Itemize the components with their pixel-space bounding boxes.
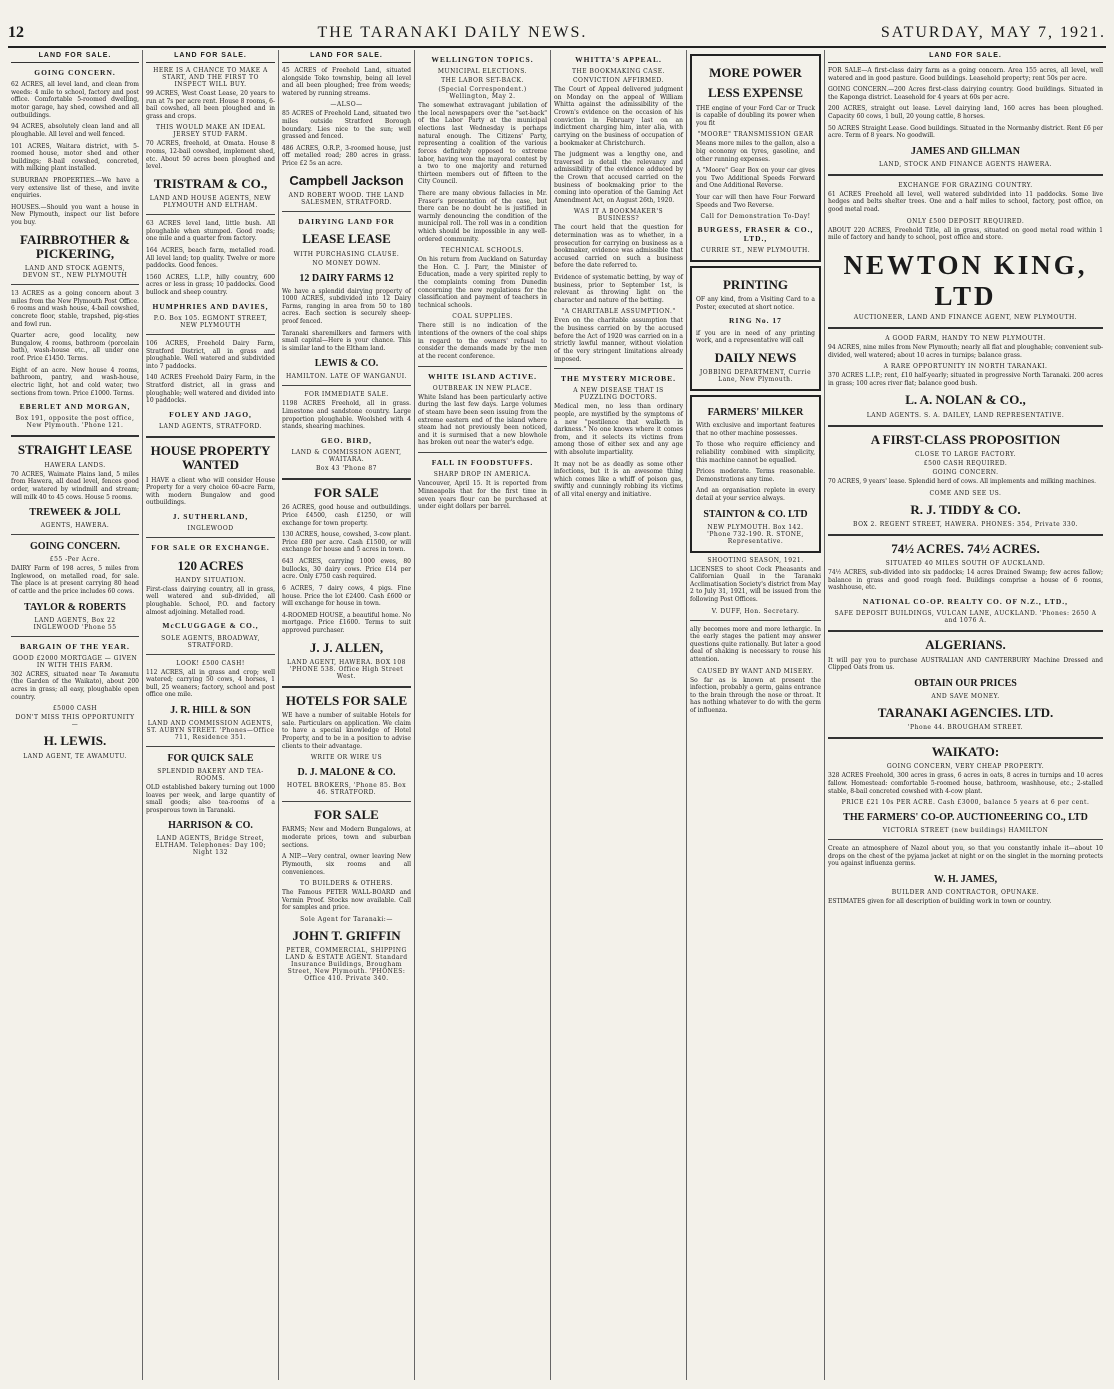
subheading: GOING CONCERN, VERY CHEAP PROPERTY. bbox=[886, 763, 1045, 771]
firm-address: P.O. Box 105. EGMONT STREET, NEW PLYMOUTH bbox=[153, 314, 268, 329]
heading-bargain: BARGAIN OF THE YEAR. bbox=[20, 641, 130, 651]
article-paragraph: ally becomes more and more lethargic. In the early stages the patient may answer questions quite rationally. But later a good deal of shaking is necessary to rouse his attention. bbox=[690, 625, 821, 664]
firm-address: BOX 2. REGENT STREET, HAWERA. PHONES: 354, Private 330. bbox=[853, 520, 1078, 528]
ad-text: With exclusive and important features that no other machine possesses. bbox=[696, 422, 815, 437]
ad-text: Create an atmosphere of Nazol about you, so that you constantly inhale it—about 10 drops on the chest of the pyjama jacket at night or on the singlet in the morning protects you against influenza germs. bbox=[828, 845, 1103, 868]
column-header: LAND FOR SALE. bbox=[11, 50, 139, 63]
ad-text: if you are in need of any printing work, and a representative will call bbox=[696, 329, 815, 345]
divider bbox=[554, 368, 683, 369]
ad-text: 1560 ACRES, L.I.P., hilly country, 600 acres or less in grass; 10 paddocks. Good bullock and sheep country. bbox=[146, 273, 275, 297]
columns bbox=[8, 50, 1106, 1380]
ad-text: 85 ACRES of Freehold Land, situated two miles outside Stratford Borough boundary. Lies nice to the sun; well grassed and fenced. bbox=[282, 110, 411, 141]
ad-text: Means more miles to the gallon, also a big economy on tyres, gasoline, and other running expenses. bbox=[696, 140, 815, 163]
divider bbox=[828, 425, 1103, 427]
ad-text: A NIP.—Very central, owner leaving New Plymouth, six rooms and all conveniences. bbox=[282, 853, 411, 876]
divider bbox=[828, 174, 1103, 176]
ad-text: 486 ACRES, O.R.P., 3-roomed house, just off metalled road; 280 acres in grass. Price £2 5s an acre. bbox=[282, 144, 411, 168]
firm-address: LAND AGENTS, Box 22 INGLEWOOD 'Phone 55 bbox=[33, 616, 117, 631]
heading-dairying: DAIRYING LAND FOR bbox=[298, 217, 395, 226]
column-6 bbox=[687, 50, 825, 1380]
ad-headline: PRINTING bbox=[722, 276, 788, 292]
heading-for-sale: FOR SALE bbox=[314, 807, 379, 823]
subheading: A GOOD FARM, HANDY TO NEW PLYMOUTH. bbox=[885, 334, 1046, 342]
divider bbox=[690, 620, 821, 621]
moore-gear-ad bbox=[690, 54, 821, 262]
divider bbox=[146, 654, 275, 655]
firm-name: L. A. NOLAN & CO., bbox=[905, 392, 1026, 408]
ad-text: 26 ACRES, good house and outbuildings. Price £4500, cash £1250, or will exchange for town property. bbox=[282, 504, 411, 527]
subheading: SITUATED 40 MILES SOUTH OF AUCKLAND. bbox=[885, 560, 1046, 568]
divider bbox=[146, 334, 275, 335]
divider bbox=[282, 801, 411, 802]
subheading: £500 CASH REQUIRED. bbox=[923, 459, 1008, 467]
article-paragraph: Even on the charitable assumption that the business carried on by the accused before the Act of 1920 was carried on in a strictly lawful manner, without violation of the very stringent limitations already imposed. bbox=[554, 317, 683, 363]
heading-house-wanted: HOUSE PROPERTY WANTED bbox=[150, 443, 271, 473]
ad-text: Your car will then have Four Forward Speeds and Two Reverse. bbox=[696, 194, 815, 209]
article-paragraph: The somewhat extravagant jubilation of the local newspapers over the "set-back" of the Labor Party at the municipal elections last Wednesday is perhaps natural enough. The Citizens' Party, representing a coalition of the various forces definitely opposed to extreme labor, having won the mayoral contest by a two to one majority and returned thirteen members out of fifteen to the City Council. bbox=[418, 102, 547, 186]
subheading: SPLENDID BAKERY AND TEA-ROOMS. bbox=[157, 767, 264, 782]
firm-name: HUMPHRIES AND DAVIES, bbox=[152, 301, 269, 311]
ad-text: 370 ACRES L.I.P.; rent, £10 half-yearly; situated in progressive North Taranaki. 200 acres in grass; 100 acres river flat; balance good bush. bbox=[828, 372, 1103, 387]
firm-name: H. LEWIS. bbox=[43, 733, 107, 749]
subheading: AND SAVE MONEY. bbox=[931, 692, 1000, 700]
article-headline: WHITE ISLAND ACTIVE. bbox=[428, 371, 537, 381]
firm-name: Campbell Jackson bbox=[289, 172, 404, 188]
ad-headline: OBTAIN OUR PRICES bbox=[914, 677, 1017, 689]
firm-address: NEW PLYMOUTH. Box 142. 'Phone 732-190. R. STONE, Representative. bbox=[707, 523, 804, 545]
heading-quick-sale: FOR QUICK SALE bbox=[167, 752, 254, 764]
divider bbox=[282, 686, 411, 688]
article-subheading: MUNICIPAL ELECTIONS. bbox=[437, 68, 528, 76]
issue-date: SATURDAY, MAY 7, 1921. bbox=[880, 24, 1106, 41]
subheading: £5000 CASH bbox=[52, 705, 98, 713]
firm-address: LAND AND COMMISSION AGENTS, ST. AUBYN STREET. 'Phones—Office 711, Residence 351. bbox=[146, 719, 275, 741]
ad-text: WE have a number of suitable Hotels for sale. Particulars on application. We claim to have a special knowledge of Hotel Property, and to be in a position to advise clients to their advantage. bbox=[282, 712, 411, 750]
milker-ad bbox=[690, 395, 821, 552]
masthead bbox=[8, 22, 1106, 44]
column-4 bbox=[415, 50, 551, 1380]
ad-text: 140 ACRES Freehold Dairy Farm, in the Stratford district, all in grass and ploughable; well watered and divided into 10 paddocks. bbox=[146, 374, 275, 405]
firm-name: NATIONAL CO-OP. REALTY CO. OF N.Z., LTD., bbox=[862, 596, 1069, 606]
article-paragraph: The judgment was a lengthy one, and traversed in detail the relevancy and admissibility of the evidence adduced by the Crown that accused carried on the business of bookmaking prior to the coming into operation of the Gaming Act Amendment Act, on August 26th, 1920. bbox=[554, 151, 683, 204]
article-subheading: SHARP DROP IN AMERICA. bbox=[433, 471, 532, 479]
subheading: GOOD £2000 MORTGAGE — GIVEN IN WITH THIS FARM. bbox=[12, 654, 138, 669]
subheading: LOOK! £500 CASH! bbox=[176, 659, 245, 667]
ad-text: 112 ACRES, all in grass and crop; well watered; carrying 50 cows, 4 horses, 1 bull, 25 weaners; factory, school and post office one mile. bbox=[146, 668, 275, 699]
column-3 bbox=[279, 50, 415, 1380]
heading-algerians: ALGERIANS. bbox=[925, 637, 1006, 653]
ad-text: FOR SALE—A first-class dairy farm as a going concern. Area 155 acres, all level, well watered and in good pasture. Good buildings. Leasehold property; rent 50s per acre. bbox=[828, 67, 1103, 82]
divider bbox=[282, 478, 411, 480]
article-subheading: THE LABOR SET-BACK. bbox=[441, 77, 524, 85]
firm-address: LAND AGENTS, Bridge Street, ELTHAM. Telephones: Day 100; Night 132 bbox=[155, 835, 266, 857]
ad-text: 4-ROOMED HOUSE, a beautiful home. No mortgage. Price £1600. Terms to suit approved purchaser. bbox=[282, 611, 411, 634]
heading-acres: 74½ ACRES. 74½ ACRES. bbox=[891, 540, 1040, 556]
subheading: HANDY SITUATION. bbox=[175, 576, 246, 584]
firm-name: McCLUGGAGE & CO., bbox=[162, 621, 259, 631]
firm-address: LAND AGENT, TE AWAMUTU. bbox=[23, 752, 127, 760]
article-subheading: "A CHARITABLE ASSUMPTION." bbox=[561, 308, 676, 316]
subheading: TO BUILDERS & OTHERS. bbox=[300, 880, 393, 888]
ad-text: I HAVE a client who will consider House Property for a very choice 60-acre Farm, with modern Bungalow and good outbuildings. bbox=[146, 476, 275, 507]
heading-straight-lease: STRAIGHT LEASE bbox=[17, 442, 133, 458]
divider bbox=[828, 327, 1103, 329]
firm-name: STAINTON & CO. LTD bbox=[703, 508, 808, 520]
ad-text: SUBURBAN PROPERTIES.—We have a very extensive list of these, and invite enquiries. bbox=[11, 176, 139, 200]
divider bbox=[11, 284, 139, 285]
ad-text: 94 ACRES, absolutely clean land and all ploughable. All level and well fenced. bbox=[11, 123, 139, 138]
firm-name: TAYLOR & ROBERTS bbox=[24, 601, 126, 613]
ad-call-to-action: Call for Demonstration To-Day! bbox=[700, 213, 811, 221]
column-header: LAND FOR SALE. bbox=[282, 50, 411, 63]
heading-for-sale: FOR SALE bbox=[314, 485, 379, 501]
ad-text: HOUSES.—Should you want a house in New Plymouth, inspect our list before you buy. bbox=[11, 203, 139, 226]
printing-ad bbox=[690, 266, 821, 391]
firm-address: HOTEL BROKERS, 'Phone 85. Box 46. STRATFORD. bbox=[286, 782, 407, 797]
firm-address: LAND, STOCK AND FINANCE AGENTS HAWERA. bbox=[879, 160, 1052, 168]
column-header: LAND FOR SALE. bbox=[828, 50, 1103, 63]
firm-address: HAMILTON. LATE OF WANGANUI. bbox=[285, 373, 408, 381]
article-paragraph: There are many obvious fallacies in Mr. Fraser's presentation of the case, but there can be no doubt he is justified in warmly denouncing the condition of the municipal roll. The roll was in a condition which should be impossible in any well-ordered community. bbox=[418, 189, 547, 243]
ad-text: Prices moderate. Terms reasonable. Demonstrations any time. bbox=[696, 468, 815, 483]
article-subheading: A NEW DISEASE THAT IS PUZZLING DOCTORS. bbox=[573, 387, 664, 402]
firm-address: SAFE DEPOSIT BUILDINGS, VULCAN LANE, AUCKLAND. 'Phones: 2650 A and 1076 A. bbox=[834, 610, 1097, 625]
article-paragraph: Evidence of systematic betting, by way of business, prior to September 1st, is relevant as throwing light on the character and nature of the betting. bbox=[554, 274, 683, 304]
ad-text: 164 ACRES, beach farm, metalled road. All level land; top quality. Twelve or more paddocks. Good fences. bbox=[146, 247, 275, 270]
ad-text: The Famous PETER WALL-BOARD and Vermin Proof. Stocks now available. Call for samples and price. bbox=[282, 889, 411, 912]
column-2 bbox=[143, 50, 279, 1380]
firm-name: JOHN T. GRIFFIN bbox=[292, 927, 401, 943]
article-subheading: CONVICTION AFFIRMED. bbox=[572, 77, 665, 85]
ad-text: 1198 ACRES Freehold, all in grass. Limestone and sandstone country. Large proportion ploughable. Woolshed with 4 stands, shearing machines. bbox=[282, 400, 411, 431]
article-headline: THE MYSTERY MICROBE. bbox=[560, 374, 677, 384]
firm-name: D. J. MALONE & CO. bbox=[297, 767, 396, 779]
ad-text: 99 ACRES, West Coast Lease, 20 years to run at 7s per acre rent. House 8 rooms, 6-bail cowshed, all been ploughed and in grass and crops. bbox=[146, 90, 275, 120]
firm-address: SOLE AGENTS, BROADWAY, STRATFORD. bbox=[161, 634, 260, 649]
heading-sale-exchange: FOR SALE OR EXCHANGE. bbox=[151, 543, 270, 553]
article-subheading: TECHNICAL SCHOOLS. bbox=[440, 247, 525, 255]
ad-headline: LESS EXPENSE bbox=[707, 85, 803, 101]
firm-address: LAND AND HOUSE AGENTS, NEW PLYMOUTH AND ELTHAM. bbox=[149, 195, 272, 210]
divider bbox=[146, 537, 275, 538]
article-subheading: OUTBREAK IN NEW PLACE. bbox=[432, 384, 533, 392]
subheading: HAWERA LANDS. bbox=[44, 461, 106, 469]
firm-address: BUILDER AND CONTRACTOR, OPUNAKE. bbox=[891, 889, 1040, 896]
subheading: FOR IMMEDIATE SALE. bbox=[304, 391, 389, 399]
ad-text: 94 ACRES, nine miles from New Plymouth; nearly all flat and ploughable; convenient sub-divided, well watered; about 10 acres in turnips; balance grass. bbox=[828, 343, 1103, 359]
firm-address: CURRIE ST., NEW PLYMOUTH. bbox=[700, 246, 811, 254]
ad-text: 61 ACRES Freehold all level, well watered subdivided into 11 paddocks. Some live hedges and belts shelter trees. One and a half miles to school, factory, post office, on good metal road. bbox=[828, 190, 1103, 214]
divider bbox=[418, 452, 547, 453]
article-subheading: THE BOOKMAKING CASE. bbox=[572, 68, 665, 76]
ad-text: 328 ACRES Freehold, 300 acres in grass, 6 acres in oats, 8 acres in turnips and 10 acres fallow. Homestead: comfortable 5-roomed house, bathroom, washhouse, etc.; 2-stalled stable, 8-bail concreted cowshed with 4-cow plant. bbox=[828, 772, 1103, 795]
firm-address: AND ROBERT WOOD. THE LAND SALESMEN, STRATFORD. bbox=[288, 192, 405, 206]
ad-text: 13 ACRES as a going concern about 3 miles from the New Plymouth Post Office. 6 rooms and wash house, 4-bail cowshed, concrete floor, stable, trapshed, pig-sties and fowl run. bbox=[11, 290, 139, 328]
subheading: WRITE OR WIRE US bbox=[310, 754, 383, 762]
divider bbox=[828, 737, 1103, 739]
firm-address: Box 191, opposite the post office, New Plymouth. 'Phone 121. bbox=[15, 415, 135, 430]
ad-text: ABOUT 220 ACRES, Freehold Title, all in grass, situated on good metal road within 1 mile of factory and handy to school, post office and store. bbox=[828, 226, 1103, 242]
article-subheading: WAS IT A BOOKMAKER'S BUSINESS? bbox=[573, 208, 664, 223]
ad-text: 62 ACRES, all level land, and clean from weeds: 4 mile to school, factory and post office. Comfortable 5-roomed dwelling, motor garage, hay shed, cowshed and all outbuildings. bbox=[11, 81, 139, 119]
article-paragraph: The court held that the question for determination was as to whether, in a prosecution for carrying on business as a bookmaker, evidence was admissible that accused carried on such a business before the date referred to. bbox=[554, 224, 683, 270]
firm-name: EBERLET AND MORGAN, bbox=[19, 402, 131, 412]
column-header: LAND FOR SALE. bbox=[146, 50, 275, 63]
ad-text: FARMS; New and Modern Bungalows, at moderate prices, town and suburban sections. bbox=[282, 826, 411, 849]
divider bbox=[11, 636, 139, 637]
heading-dairy-farms: 12 DAIRY FARMS 12 bbox=[299, 272, 394, 284]
article-subheading: CAUSED BY WANT AND MISERY. bbox=[697, 667, 814, 675]
firm-name: LEWIS & CO. bbox=[314, 358, 379, 370]
subheading: A RARE OPPORTUNITY IN NORTH TARANAKI. bbox=[883, 363, 1048, 371]
firm-address: JOBBING DEPARTMENT, Currie Lane, New Plymouth. bbox=[699, 369, 812, 384]
firm-address: LAND AGENT, HAWERA. BOX 108 'PHONE 538. Office High Street West. bbox=[287, 658, 406, 680]
firm-address: AUCTIONEER, LAND AND FINANCE AGENT, NEW PLYMOUTH. bbox=[853, 313, 1078, 321]
ad-text: 70 ACRES, Waimate Plains land, 5 miles from Hawera, all dead level, fences good order, watered by windmill and stream; will milk 40 to 45 cows. House 5 rooms. bbox=[11, 470, 139, 501]
divider bbox=[146, 436, 275, 438]
firm-name: J. R. HILL & SON bbox=[170, 704, 251, 716]
article-paragraph: There still is no indication of the intentions of the owners of the coal ships in regard to the owners' refusal to consider the demands made by the men at the recent conference. bbox=[418, 322, 547, 360]
ad-headline: DAILY NEWS bbox=[714, 349, 797, 365]
article-paragraph: White Island has been particularly active during the last few days. Large volumes of steam have been seen issuing from the extreme eastern end of the island where steam had not previously been noticed, and it is surmised that a new blowhole has broken out near the water's edge. bbox=[418, 393, 547, 447]
firm-address: LAND & COMMISSION AGENT, WAITARA. bbox=[291, 449, 402, 464]
firm-name: R. J. TIDDY & CO. bbox=[910, 501, 1021, 517]
divider bbox=[146, 746, 275, 747]
divider bbox=[828, 534, 1103, 536]
subheading: ONLY £500 DEPOSIT REQUIRED. bbox=[906, 217, 1025, 225]
ad-text: 70 ACRES, freehold, at Omata. House 8 rooms, 12-bail cowshed, implement shed, etc. About 50 acres been ploughed and level. bbox=[146, 140, 275, 171]
firm-name: J. J. ALLEN, bbox=[309, 639, 384, 655]
heading-hotels: HOTELS FOR SALE bbox=[285, 692, 408, 708]
firm-name: JAMES AND GILLMAN bbox=[911, 145, 1020, 157]
heading-acres: 120 ACRES bbox=[177, 557, 244, 573]
article-dateline: (Special Correspondent.) Wellington, May 2. bbox=[438, 86, 527, 101]
ad-text: GOING CONCERN.—200 Acres first-class dairying country. Good buildings. Situated in the Kaponga district. Leasehold for 4 years at 60s per acre. bbox=[828, 86, 1103, 101]
firm-address: LAND AND STOCK AGENTS, DEVON ST., NEW PLYMOUTH bbox=[22, 265, 128, 280]
ad-text: 101 ACRES, Waitara district, with 5-roomed house, motor shed and other buildings; 8-bail cowshed, concreted, with milking plant installed. bbox=[11, 142, 139, 173]
ad-text: 643 ACRES, carrying 1000 ewes, 80 bullocks, 30 dairy cows. Price £14 per acre. Only £750 cash required. bbox=[282, 558, 411, 581]
subheading: —ALSO— bbox=[330, 101, 363, 109]
firm-address: INGLEWOOD bbox=[187, 525, 234, 533]
ad-headline: RING No. 17 bbox=[729, 316, 782, 326]
subheading: GOING CONCERN. bbox=[932, 468, 999, 476]
ad-text: We have a splendid dairying property of 1000 ACRES, subdivided into 12 Dairy Farms, ranging in area from 50 to 180 acres. Each section is securely sheep-proof fenced. bbox=[282, 287, 411, 325]
ad-text: Eight of an acre. New house 4 rooms, bathroom, pantry, and wash-house, electric light, hot and cold water, two sections from town. Price £1000. Terms. bbox=[11, 366, 139, 397]
heading-proposition: A FIRST-CLASS PROPOSITION bbox=[870, 431, 1061, 447]
ad-text: 74½ ACRES, sub-divided into six paddocks; 14 acres Drained Swamp; few acres fallow; balance in grass and good rough feed. Buildings comprise a house of 6 rooms, washhouse, etc. bbox=[828, 569, 1103, 592]
ad-headline: FARMERS' MILKER bbox=[707, 407, 804, 419]
divider bbox=[418, 366, 547, 367]
firm-name: TRISTRAM & CO., bbox=[153, 175, 268, 191]
article-paragraph: Medical men, no less than ordinary people, are mystified by the symptoms of a new "pestilence that walketh in darkness." No one knows where it comes from, and it selects its victims from among those of either sex and any age with absolute impartiality. bbox=[554, 403, 683, 457]
notice-text: LICENSES to shoot Cock Pheasants and Californian Quail in the Taranaki Acclimatisation Society's district from May 2 to July 31, 1921, will be issued from the following Post Offices. bbox=[690, 565, 821, 603]
divider bbox=[11, 435, 139, 437]
ad-text: Quarter acre, good locality, new Bungalow, 4 rooms, bathroom (porcelain bath), wash-house etc., all under one roof. Price £1450. Terms. bbox=[11, 332, 139, 363]
firm-address: LAND AGENTS. S. A. DAILEY, LAND REPRESENTATIVE. bbox=[866, 411, 1065, 419]
ad-text: OF any kind, from a Visiting Card to a Poster, executed at short notice. bbox=[696, 296, 815, 311]
ad-headline: MORE POWER bbox=[709, 65, 802, 80]
firm-address: VICTORIA STREET (new buildings) HAMILTON bbox=[882, 827, 1049, 835]
newspaper-title: THE TARANAKI DAILY NEWS. bbox=[317, 24, 588, 41]
column-1 bbox=[8, 50, 143, 1380]
heading-waikato: WAIKATO: bbox=[931, 744, 1000, 760]
article-paragraph: Vancouver, April 15. It is reported from Minneapolis that for the first time in seven years flour can be purchased at under eight dollars per barrel. bbox=[418, 480, 547, 511]
divider bbox=[11, 534, 139, 535]
ad-text: DAIRY Farm of 198 acres, 5 miles from Inglewood, on metalled road, for sale. The place is at present carrying 80 head of cattle and the price includes 60 cows. bbox=[11, 565, 139, 595]
firm-name: W. H. JAMES, bbox=[933, 874, 998, 885]
heading-going-concern: GOING CONCERN. bbox=[34, 68, 116, 77]
article-paragraph: The Court of Appeal delivered judgment on Monday on the appeal of William Whitta against the admissibility of the Crown's evidence on the occasion of his conviction in February last on an indictment charging him, inter alia, with carrying on the business of occupation of a bookmaker at Christchurch. bbox=[554, 86, 683, 147]
article-headline: FALL IN FOODSTUFFS. bbox=[431, 458, 534, 468]
firm-address: AGENTS, HAWERA. bbox=[40, 522, 110, 530]
ad-text: And an organisation replete in every detail at your service always. bbox=[696, 487, 815, 502]
ad-text: 50 ACRES Straight Lease. Good buildings. Situated in the Normanby district. Rent £6 per acre. Term of 8 years. No goodwill. bbox=[828, 124, 1103, 140]
divider bbox=[828, 630, 1103, 632]
subheading: COME AND SEE US. bbox=[929, 489, 1002, 497]
ad-text: 200 ACRES, straight out lease. Level dairying land, 160 acres has been ploughed. Capacity 60 cows, 1 bull, 20 young cattle, 8 horses. bbox=[828, 105, 1103, 121]
firm-address: PETER, COMMERCIAL, SHIPPING LAND & ESTATE AGENT. Standard Insurance Buildings, Brougham Street, New Plymouth. 'PHONES: Office 410. Private 340. bbox=[285, 947, 408, 983]
ad-text: 6 ACRES, 7 dairy cows, 4 pigs. Fine house. Price the lot £2400. Cash £600 or will exchange for house in town. bbox=[282, 584, 411, 608]
firm-address: LAND AGENTS, STRATFORD. bbox=[159, 423, 262, 431]
ad-text: It will pay you to purchase AUSTRALIAN AND CANTERBURY Machine Dressed and Clipped Oats from us. bbox=[828, 656, 1103, 672]
page-number: 12 bbox=[8, 24, 24, 41]
divider bbox=[282, 385, 411, 386]
ad-text: 106 ACRES, Freehold Dairy Farm, Stratford District, all in grass and ploughable. Well watered and subdivided into 7 paddocks. bbox=[146, 339, 275, 370]
firm-name: TREWEEK & JOLL bbox=[29, 507, 121, 519]
article-headline: WELLINGTON TOPICS. bbox=[431, 55, 534, 64]
column-7 bbox=[825, 50, 1106, 1380]
subheading: £55 -Per Acre. bbox=[49, 556, 101, 564]
article-paragraph: It may not be as deadly as some other infections, but it is an awesome thing which comes like a whiff of poison gas, swiftly and cunningly robbing its victims of all vital energy and initiative. bbox=[554, 460, 683, 499]
subheading: THIS WOULD MAKE AN IDEAL JERSEY STUD FARM. bbox=[155, 124, 266, 139]
subheading: HERE IS A CHANCE TO MAKE A START, AND THE FIRST TO INSPECT WILL BUY. bbox=[153, 67, 268, 88]
firm-name: J. SUTHERLAND, bbox=[172, 512, 249, 522]
ad-text: Taranaki sharemilkers and farmers with small capital—Here is your chance. This is similar land to the Eltham land. bbox=[282, 329, 411, 352]
ad-text: THE engine of your Ford Car or Truck is capable of doubling its power when you fit bbox=[696, 104, 815, 127]
ad-text: ESTIMATES given for all description of building work in town or country. bbox=[828, 898, 1052, 905]
article-paragraph: On his return from Auckland on Saturday the Hon. C. J. Parr, the Minister of Education, made a very spirited reply to the complaints coming from Dunedin concerning the new regulations for the classification and payment of teachers in technical schools. bbox=[418, 256, 547, 309]
subheading: DON'T MISS THIS OPPORTUNITY — bbox=[15, 714, 135, 729]
subheading: Sole Agent for Taranaki:— bbox=[300, 915, 393, 923]
firm-name: BURGESS, FRASER & CO., LTD., bbox=[697, 225, 814, 243]
firm-name: TARANAKI AGENCIES. LTD. bbox=[877, 704, 1054, 720]
firm-name-newton-king: NEWTON KING, LTD bbox=[843, 249, 1088, 311]
ad-text: To those who require efficiency and reliability combined with simplicity, this machine cannot be equalled. bbox=[696, 441, 815, 464]
subheading: CLOSE TO LARGE FACTORY. bbox=[914, 450, 1017, 458]
article-paragraph: So far as is known at present the infection, probably a germ, gains entrance to the brain through the nose or throat. It has nothing whatever to do with the germ of influenza. bbox=[690, 676, 821, 715]
subheading: NO MONEY DOWN. bbox=[312, 259, 381, 267]
product-name: "MOORE" TRANSMISSION GEAR bbox=[697, 131, 814, 139]
masthead-rule bbox=[8, 46, 1106, 48]
heading-lease: LEASE LEASE bbox=[302, 231, 391, 247]
article-headline: WHITTA'S APPEAL. bbox=[575, 55, 662, 64]
ad-text: 45 ACRES of Freehold Land, situated alongside Toko township, being all level and all been ploughed; free from weeds; watered by running streams. bbox=[282, 67, 411, 97]
article-subheading: COAL SUPPLIES. bbox=[452, 313, 513, 321]
divider bbox=[146, 214, 275, 215]
firm-name: GEO. BIRD, bbox=[320, 435, 373, 445]
firm-name: FAIRBROTHER & PICKERING, bbox=[20, 231, 130, 261]
ad-text: 63 ACRES level land, little bush. All ploughable when stumped. Good roads; one mile and a quarter from factory. bbox=[146, 220, 275, 243]
ad-text: 302 ACRES, situated near Te Awamutu (the Garden of the Waikato), about 200 acres in grass; all easy, ploughable open country. bbox=[11, 670, 139, 701]
divider bbox=[282, 211, 411, 212]
heading-going-concern: GOING CONCERN. bbox=[29, 541, 120, 553]
ad-text: First-class dairying country, all in grass, well watered and sub-divided, all ploughable. School, P.O. and factory almost adjoining. Metalled road. bbox=[146, 585, 275, 616]
firm-name: THE FARMERS' CO-OP. AUCTIONEERING CO., LTD bbox=[843, 812, 1088, 824]
subheading: EXCHANGE FOR GRAZING COUNTRY. bbox=[898, 181, 1033, 189]
firm-address: 'Phone 44. BROUGHAM STREET. bbox=[907, 724, 1024, 732]
divider bbox=[828, 839, 1103, 840]
ad-text: 70 ACRES, 9 years' lease. Splendid herd of cows. All implements and milking machines. bbox=[828, 477, 1097, 485]
ad-text: 130 ACRES, house, cowshed, 3-cow plant. Price £80 per acre. Cash £1500, or will exchange for house and 5 acres in town. bbox=[282, 531, 411, 554]
column-5 bbox=[551, 50, 687, 1380]
subheading: WITH PURCHASING CLAUSE. bbox=[293, 250, 400, 258]
firm-name: FOLEY AND JAGO, bbox=[169, 409, 252, 419]
firm-name: HARRISON & CO. bbox=[168, 820, 253, 832]
subheading: PRICE £21 10s PER ACRE. Cash £3000, balance 5 years at 6 per cent. bbox=[841, 799, 1090, 807]
notice-signature: V. DUFF, Hon. Secretary. bbox=[711, 607, 800, 615]
firm-contact: Box 43 'Phone 87 bbox=[316, 465, 377, 473]
ad-text: OLD established bakery turning out 1000 loaves per week, and large quantity of small goods; also tea-rooms of a prosperous town in Taranaki. bbox=[146, 783, 275, 814]
ad-text: A "Moore" Gear Box on your car gives you Two Additional Speeds Forward and One Additional Reverse. bbox=[696, 167, 815, 190]
notice-heading: SHOOTING SEASON, 1921. bbox=[707, 556, 804, 564]
